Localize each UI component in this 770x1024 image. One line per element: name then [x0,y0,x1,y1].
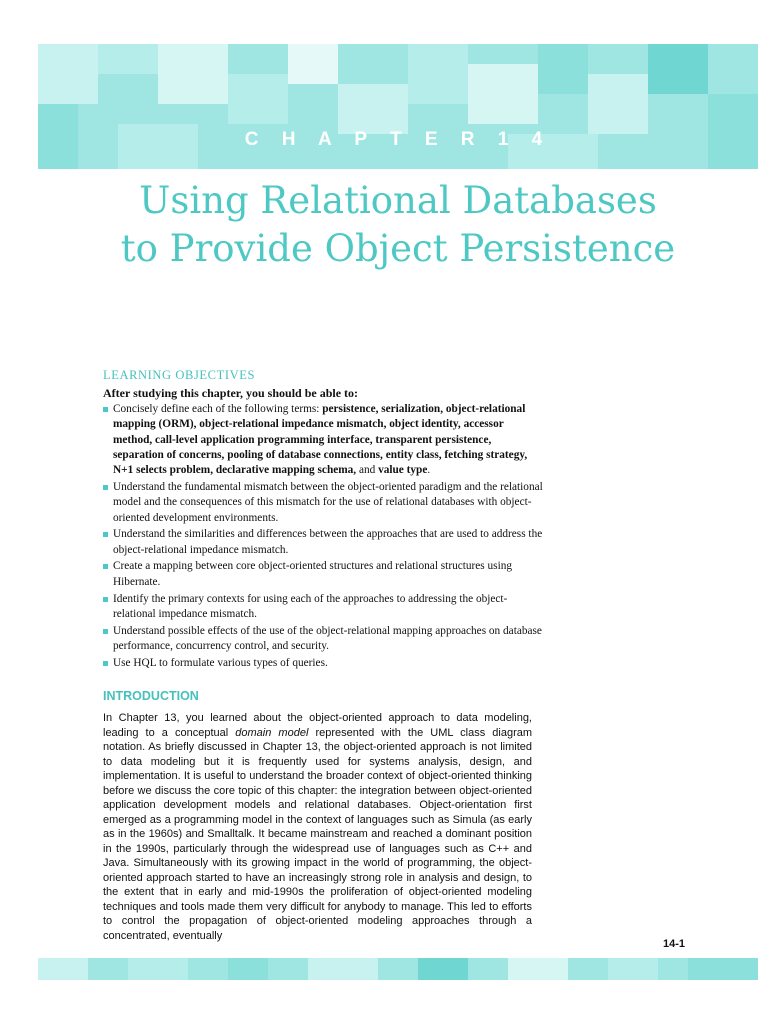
chapter-title [38,177,758,273]
footer-tile [508,958,568,980]
objective-text: Use HQL to formulate various types of queries. [113,656,328,669]
objective-item [103,527,543,558]
page-number: 14-1 [663,938,686,950]
objective-text: Understand the similarities and differences between the approaches that are used to address the object-relational impedance mismatch. [113,528,543,556]
objective-item [103,592,543,623]
footer-tile [128,958,188,980]
objective-item [103,402,543,478]
footer-tile [38,958,88,980]
bullet-square-icon [103,661,108,666]
chapter-label: C H A P T E R 1 4 [244,129,552,150]
footer-tile [228,958,268,980]
bullet-square-icon [103,407,108,412]
banner-tile [538,44,588,94]
intro-text-rest: represented with the UML class diagram notation. As briefly discussed in Chapter 13, the object-oriented approach is not limited to data modeling but it is frequently used for systems analysis, design, and implementation. It is useful to understand the broader context of object-oriented thinking before we discuss the core topic of this chapter: the integration between object-oriented application development models and relational databases. Object-orientation first emerged as a programming model in the context of languages such as Simula (as early as in the 1960s) and Smalltalk. It became mainstream and reached a dominant position in the 1990s, particularly through the widespread use of languages such as C++ and Java. Simultaneously with its growing impact in the world of programming, the object-oriented approach started to have an increasingly strong role in analysis and design, to the extent that in early and mid-1990s the proliferation of object-oriented modeling techniques and tools made them very difficult for anybody to manage. This led to efforts to control the propagation of object-oriented modeling approaches through a concentrated, eventually [103,726,533,942]
bullet-square-icon [103,485,108,490]
learning-objectives-intro: After studying this chapter, you should be able to: [103,386,359,400]
intro-emphasis: domain model [235,726,309,739]
objective-item [103,559,543,590]
footer-tile [418,958,468,980]
chapter-title-line2: to Provide Object Persistence [120,227,676,270]
bullet-square-icon [103,629,108,634]
banner-tile [648,44,708,94]
objective-text: Understand the fundamental mismatch between the object-oriented paradigm and the relational model and the consequences of this mismatch for the use of relational databases with object-oriented development environments. [113,480,543,524]
objective-last-term: value type [378,464,428,477]
objective-text: Create a mapping between core object-oriented structures and relational structures using Hibernate. [113,560,513,588]
objective-terms: persistence, serialization, object-relational mapping (ORM), object-relational impedance mismatch, object identity, accessor method, call-level application programming interface, transparent persistence, separation of concerns, pooling of database connections, entity class, fetching strategy, N+1 selects problem, declarative mapping schema, [113,403,528,477]
banner-tile [338,84,408,134]
bullet-square-icon [103,564,108,569]
banner-tile [228,74,288,124]
footer-tile [688,958,758,980]
objective-text: Understand possible effects of the use of the object-relational mapping approaches on database performance, concurrency control, and security. [113,624,542,652]
objective-text: Identify the primary contexts for using each of the approaches to addressing the object-relational impedance mismatch. [113,592,508,620]
objective-prefix: Concisely define each of the following terms: [113,403,323,415]
banner-tile [408,44,468,104]
objective-item [103,480,543,526]
introduction-heading: INTRODUCTION [103,689,199,703]
banner-tile [468,64,538,124]
chapter-title-line1: Using Relational Databases [139,179,657,222]
banner-tile [288,44,338,84]
footer-band [38,958,758,980]
introduction-paragraph [103,711,532,943]
objective-item [103,624,543,655]
objective-suffix: . [427,464,431,477]
banner-tile [98,44,158,74]
intro-text-start: In Chapter 13, you learned about the object-oriented approach to data modeling, leading to a conceptual [103,712,532,739]
objective-item [103,656,543,671]
banner-tile [158,44,228,104]
learning-objectives-heading: LEARNING OBJECTIVES [103,368,256,382]
footer-tile [608,958,658,980]
bullet-square-icon [103,597,108,602]
objective-mid: and [356,464,379,477]
banner-tile [38,44,98,104]
learning-objectives-list [103,402,543,673]
chapter-banner [38,44,758,169]
footer-tile [308,958,378,980]
banner-tile [588,74,648,134]
bullet-square-icon [103,532,108,537]
